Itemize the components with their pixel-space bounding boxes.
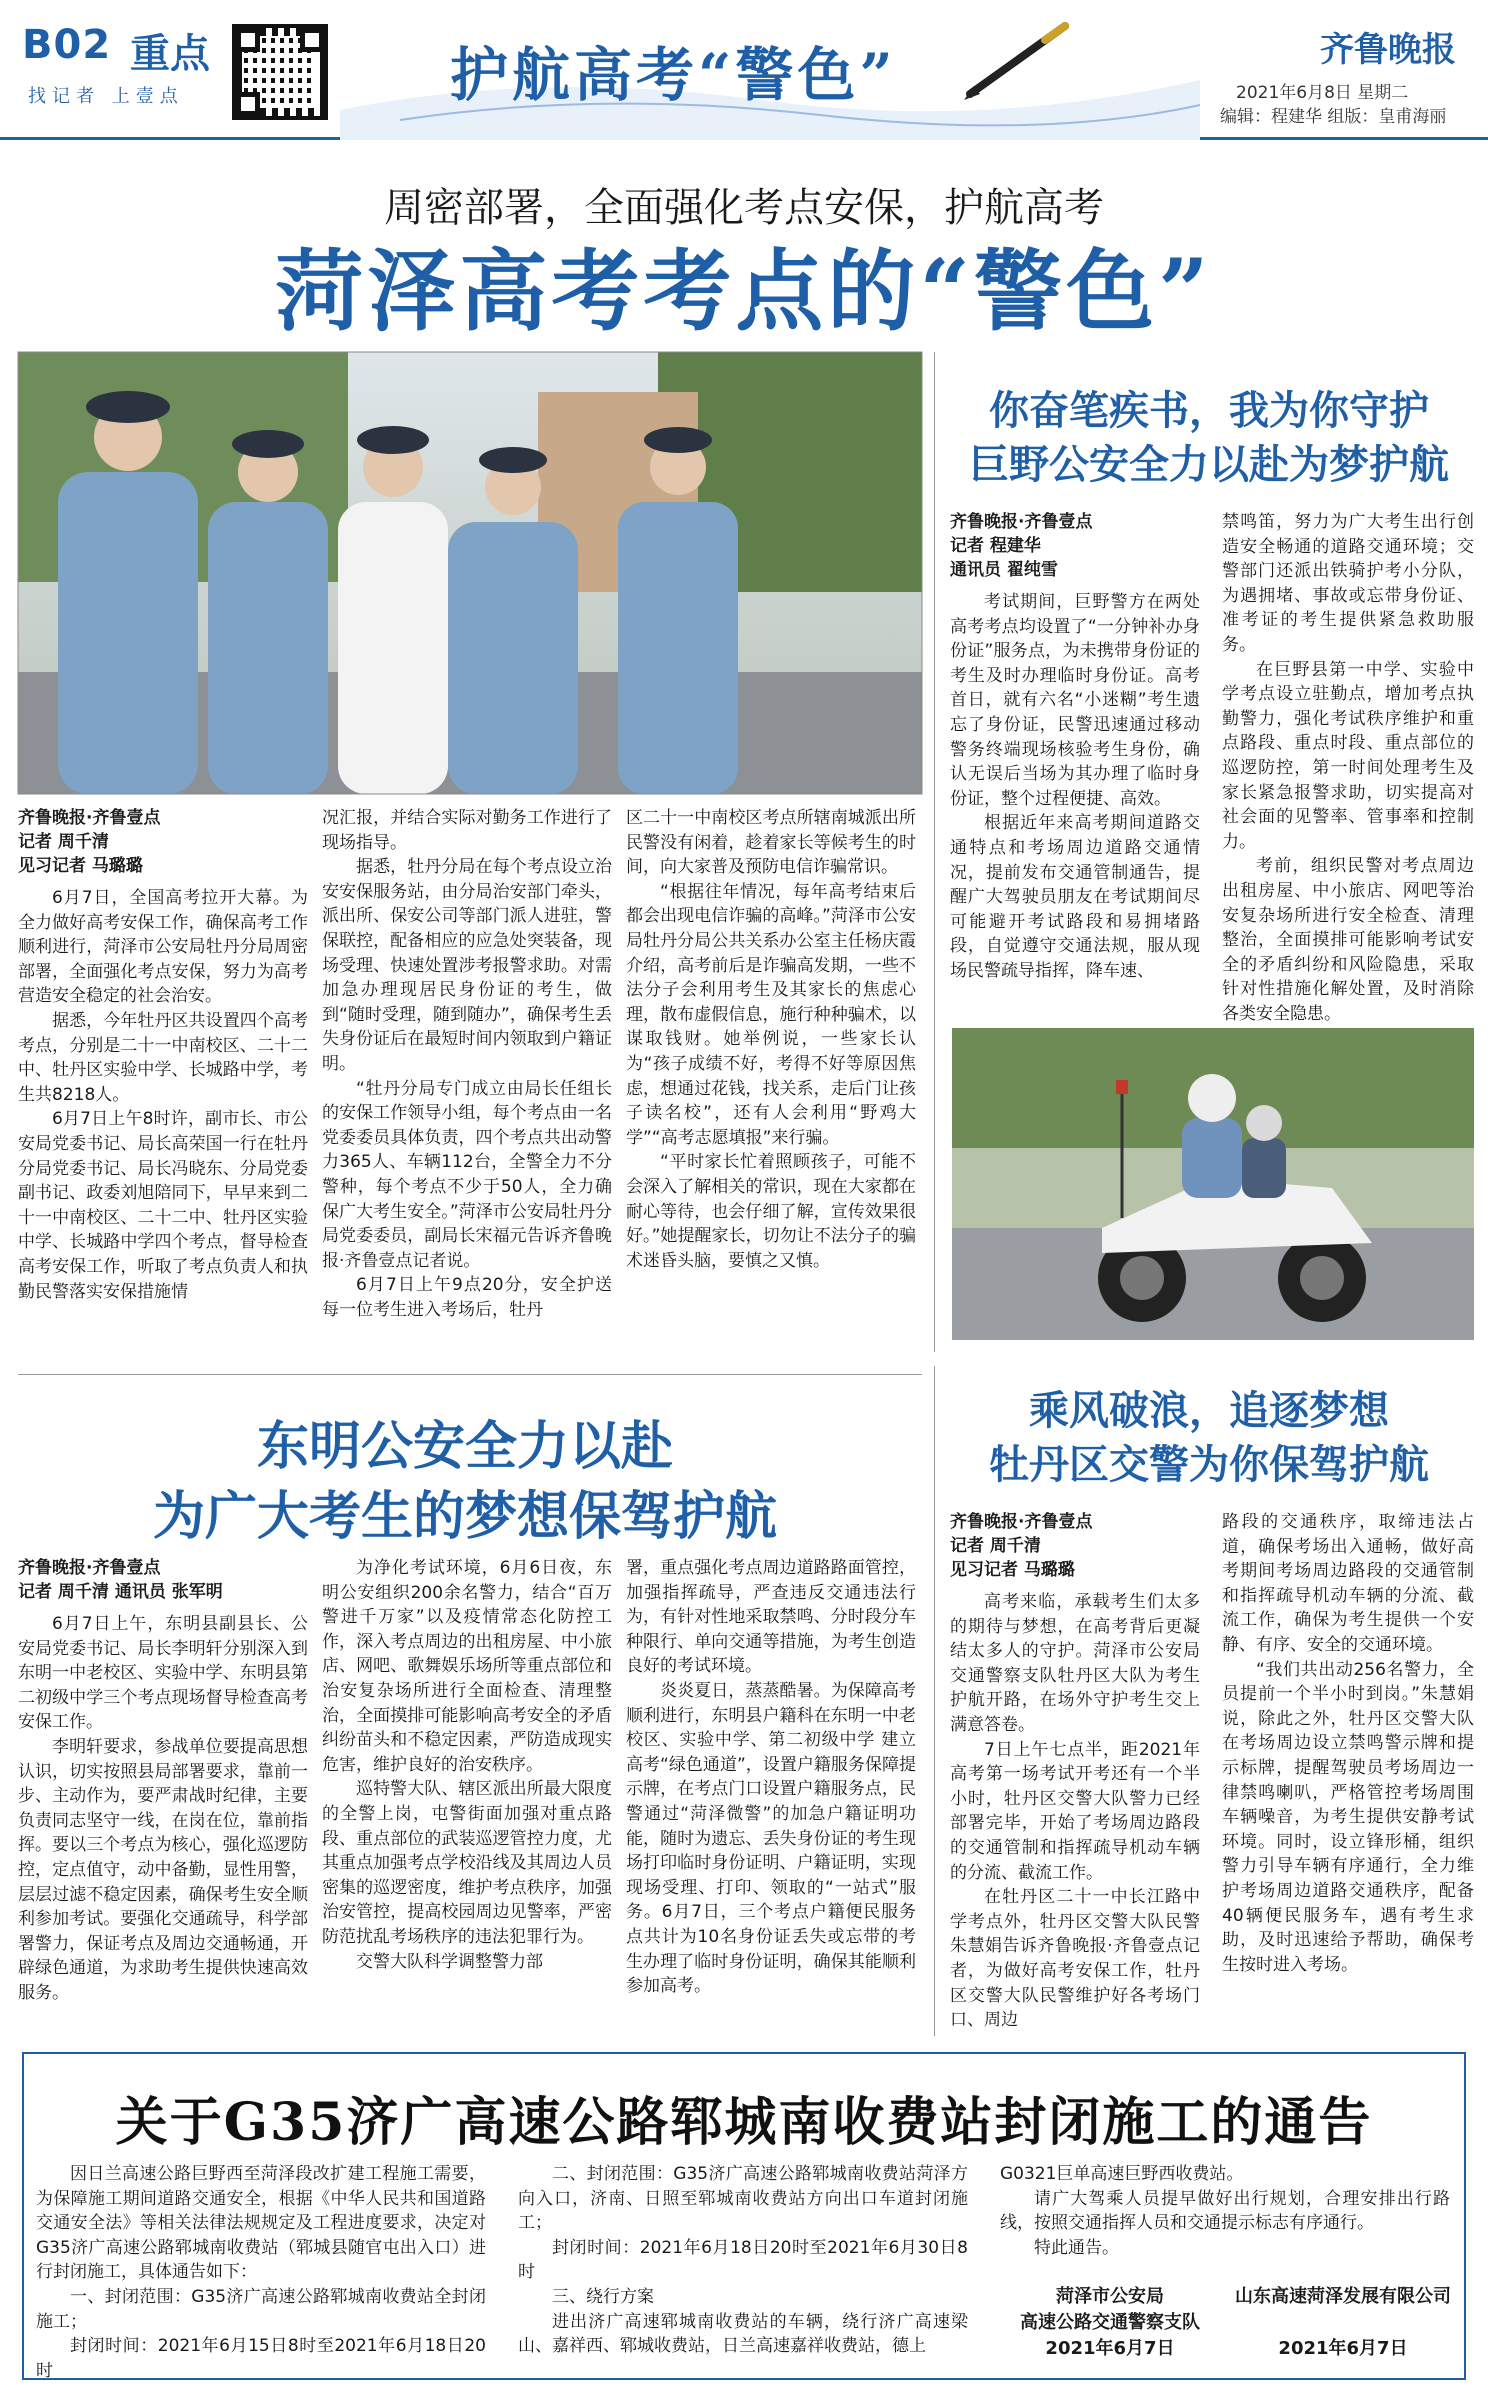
masthead (0, 0, 1488, 140)
paragraph: 6月7日上午8时许，副市长、市公安局党委书记、局长高荣国一行在牡丹分局党委书记、局长冯晓东、分局党委副书记、政委刘旭陪同下，早早来到二十一中南校区、二十二中、牡丹区实验中学、长城路中学四个考点，督导检查高考安保工作，听取了考点负责人和执勤民警落实安保措施情 (18, 1109, 308, 1302)
paragraph: 署，重点强化考点周边道路路面管控，加强指挥疏导，严查违反交通违法行为，有针对性地采取禁鸣、分时段分车种限行、单向交通等措施，为考生创造良好的考试环境。 (626, 1558, 916, 1677)
paragraph: 6月7日上午，东明县副县长、公安局党委书记、局长李明轩分别深入到东明一中老校区、实验中学、东明县第二初级中学三个考点现场督导检查高考安保工作。 (18, 1614, 308, 1733)
traffic-title (944, 1384, 1474, 1492)
paragraph: 进出济广高速郓城南收费站的车辆，绕行济广高速梁山、嘉祥西、郓城收费站，日兰高速嘉祥收费站，德上 (518, 2311, 968, 2357)
juye-title (944, 384, 1474, 492)
lead-column-3 (626, 806, 916, 1356)
paragraph: 在巨野县第一中学、实验中学考点设立驻勤点，增加考点执勤警力，强化考试秩序维护和重点路段、重点时段、重点部位的巡逻防控，第一时间处理考生及家长紧急报警求助，切实提高对社会面的见警率、管事率和控制力。 (1222, 659, 1474, 852)
paragraph: 考前，组织民警对考点周边出租房屋、中小旅店、网吧等治安复杂场所进行安全检查、清理整治，全面摸排可能影响考试安全的矛盾纠纷和风险隐患，采取针对性措施化解处置，及时消除各类安全隐患。 (1222, 856, 1474, 1024)
paragraph: 6月7日上午9点20分，安全护送每一位考生进入考场后，牡丹 (322, 1275, 612, 1320)
section-subtitle: 找记者 上壹点 (28, 86, 184, 107)
paragraph: 巡特警大队、辖区派出所最大限度的全警上岗，屯警街面加强对重点路段、重点部位的武装巡逻管控力度，尤其重点加强考点学校沿线及其周边人员密集的巡逻密度，维护考点秩序，加强治安管控，提高校园周边见警率，严密防范扰乱考场秩序的违法犯罪行为。 (322, 1779, 612, 1947)
police-motorcycle-photo (952, 1028, 1474, 1340)
column-divider (934, 352, 935, 1352)
byline-line: 齐鲁晚报·齐鲁壹点 (950, 1512, 1093, 1532)
title-line: 牡丹区交警为你保驾护航 (989, 1441, 1429, 1488)
paragraph: 李明轩要求，参战单位要提高思想认识，切实按照县局部署要求，靠前一步、主动作为，要严肃战时纪律，主要负责同志坚守一线，在岗在位，靠前指挥。要以三个考点为核心，强化巡逻防控，定点值守，动中备勤，显性用警，层层过滤不稳定因素，确保考生安全顺利参加考试。要强化交通疏导，科学部署警力，保证考点及周边交通畅通，开辟绿色通道，为求助考生提供快速高效服务。 (18, 1736, 308, 2003)
lead-kicker: 周密部署，全面强化考点安保，护航高考 (384, 185, 1104, 231)
paragraph: 考试期间，巨野警方在两处高考考点均设置了“一分钟补办身份证”服务点，为未携带身份证的考生及时办理临时身份证。高考首日，就有六名“小迷糊”考生遗忘了身份证，民警迅速通过移动警务终端现场核验考生身份，确认无误后当场为其办理了临时身份证，整个过程便捷、高效。 (950, 592, 1200, 809)
byline-line: 见习记者 马璐璐 (950, 1560, 1075, 1580)
pen-icon (960, 14, 1080, 104)
traffic-column-2 (1222, 1510, 1474, 2032)
juye-column-2 (1222, 510, 1474, 1024)
dongming-title (30, 1412, 900, 1552)
paragraph: G0321巨单高速巨野西收费站。 (1000, 2164, 1244, 2184)
paragraph: 交警大队科学调整警力部 (356, 1951, 543, 1972)
dongming-column-3 (626, 1556, 916, 2032)
lead-column-1 (18, 886, 308, 1356)
dongming-column-2 (322, 1556, 612, 2032)
section-banner (340, 0, 1200, 140)
lead-column-2 (322, 806, 612, 1356)
notice-title: 关于G35济广高速公路郓城南收费站封闭施工的通告 (115, 2092, 1373, 2153)
paragraph: 三、绕行方案 (552, 2286, 654, 2307)
paragraph: “根据往年情况，每年高考结束后都会出现电信诈骗的高峰。”菏泽市公安局牡丹分局公共关系办公室主任杨庆霞介绍，高考前后是诈骗高发期，一些不法分子会利用考生及其家长的焦虑心理，散布虚假信息，施行种种骗术，以谋取钱财。她举例说，一些家长认为“孩子成绩不好，考得不好等原因焦虑，想通过花钱，找关系，走后门让孩子读名校”，还有人会利用“野鸡大学”“高考志愿填报”来行骗。 (626, 881, 916, 1148)
paragraph: 路段的交通秩序，取缔违法占道，确保考场出入通畅，做好高考期间考场周边路段的交通管制和指挥疏导机动车辆的分流、截流工作，确保为考生提供一个安静、有序、安全的交通环境。 (1222, 1512, 1474, 1655)
paragraph: 区二十一中南校区考点所辖南城派出所民警没有闲着，趁着家长等候考生的时间，向大家普及预防电信诈骗常识。 (626, 808, 916, 878)
byline-line: 见习记者 马璐璐 (18, 856, 143, 876)
paragraph: 请广大驾乘人员提早做好出行规划，合理安排出行路线，按照交通指挥人员和交通提示标志有序通行。 (1000, 2188, 1450, 2234)
column-divider (934, 1366, 935, 2036)
paragraph: 据悉，牡丹分局在每个考点设立治安安保服务站，由分局治安部门牵头，派出所、保安公司等部门派人进驻，警保联控，配备相应的应急处突装备，现场受理、快速处置涉考报警求助。对需加急办理现居民身份证的考生，做到“随时受理，随到随办”，确保考生丢失身份证后在最短时间内领取到户籍证明。 (322, 857, 612, 1074)
paragraph: 况汇报，并结合实际对勤务工作进行了现场指导。 (322, 808, 612, 853)
notice-column-1 (36, 2162, 486, 2381)
paragraph: “平时家长忙着照顾孩子，可能不会深入了解相关的常识，现在大家都在耐心等待，也会仔细了解，宣传效果很好。”她提醒家长，切勿让不法分子的骗术迷昏头脑，要慎之又慎。 (626, 1152, 916, 1271)
lead-headline: 菏泽高考考点的“警色” (275, 239, 1213, 343)
signature-line: 2021年6月7日 (1278, 2338, 1408, 2359)
byline-line: 齐鲁晚报·齐鲁壹点 (18, 808, 161, 828)
issue-date: 2021年6月8日 星期二 (1236, 83, 1409, 103)
dongming-byline (18, 1556, 308, 1604)
notice-signature-company (1228, 2284, 1458, 2362)
qr-code-icon[interactable] (232, 24, 328, 120)
paragraph: 6月7日，全国高考拉开大幕。为全力做好高考安保工作，确保高考工作顺利进行，菏泽市公安局牡丹分局周密部署，全面强化考点安保，努力为高考营造安全稳定的社会治安。 (18, 888, 308, 1007)
traffic-byline (950, 1510, 1200, 1582)
signature-line: 菏泽市公安局 (1056, 2286, 1164, 2307)
title-line: 为广大考生的梦想保驾护航 (152, 1486, 777, 1547)
signature-line: 2021年6月7日 (1045, 2338, 1175, 2359)
signature-line: 高速公路交通警察支队 (1020, 2312, 1200, 2333)
paragraph: 炎炎夏日，蒸蒸酷暑。为保障高考顺利进行，东明县户籍科在东明一中老校区、实验中学、第二初级中学 建立高考“绿色通道”，设置户籍服务保障提示牌，在考点门口设置户籍服务点，民警通过“菏泽微警”的加急户籍证明功能，随时为遗忘、丢失身份证的考生现场打印临时身份证明、户籍证明，实现现场受理、打印、领取的“一站式”服务。6月7日，三个考点户籍便民服务点共计为10名身份证丢失或忘带的考生办理了临时身份证明，确保其能顺利参加高考。 (626, 1680, 916, 1997)
section-divider (18, 1374, 922, 1375)
banner-title: 护航高考“警色” (450, 41, 897, 109)
lead-byline (18, 806, 308, 878)
newspaper-brand: 齐鲁晚报 (1320, 30, 1456, 70)
police-officers-photo (18, 352, 922, 794)
paragraph: 封闭时间：2021年6月15日8时至2021年6月18日20时 (36, 2336, 486, 2381)
paragraph: 二、封闭范围：G35济广高速公路郓城南收费站菏泽方向入口，济南、日照至郓城南收费站方向出口车道封闭施工； (518, 2164, 968, 2234)
byline-line: 齐鲁晚报·齐鲁壹点 (950, 512, 1093, 532)
byline-line: 通讯员 翟纯雪 (950, 560, 1058, 580)
paragraph: “我们共出动256名警力，全员提前一个半小时到岗。”朱慧娟说，除此之外，牡丹区交警大队在考场周边设立禁鸣警示牌和提示标牌，提醒驾驶员考场周边一律禁鸣喇叭，严格管控考场周围车辆噪音，为考生提供安静考试环境。同时，设立锋形桶，组织警力引导车辆有序通行，全力维护考场周边道路交通秩序，配备40辆便民服务车，遇有考生求助，及时迅速给予帮助，确保考生按时进入考场。 (1222, 1659, 1474, 1975)
dongming-column-1 (18, 1612, 308, 2032)
traffic-column-1 (950, 1590, 1200, 2032)
paragraph: 据悉，今年牡丹区共设置四个高考考点，分别是二十一中南校区、二十二中、牡丹区实验中学、长城路中学，考生共8218人。 (18, 1010, 308, 1105)
byline-line: 记者 程建华 (950, 536, 1041, 556)
paragraph: 特此通告。 (1034, 2237, 1119, 2258)
byline-line: 记者 周千清 (18, 832, 109, 852)
paragraph: 在牡丹区二十一中长江路中学考点外，牡丹区交警大队民警朱慧娟告诉齐鲁晚报·齐鲁壹点记者，为做好高考安保工作，牡丹区交警大队民警维护好各考场门口、周边 (950, 1887, 1200, 2031)
paragraph: 根据近年来高考期间道路交通特点和考场周边道路交通情况，提前发布交通管制通告，提醒广大驾驶员朋友在考试期间尽可能避开考试路段和易拥堵路段，自觉遵守交通法规，服从现场民警疏导指挥，降车速、 (950, 813, 1200, 981)
editor-credits: 编辑：程建华 组版：皇甫海丽 (1220, 107, 1447, 127)
paragraph: 禁鸣笛，努力为广大考生出行创造安全畅通的道路交通环境；交警部门还派出铁骑护考小分队，为遇拥堵、事故或忘带身份证、准考证的考生提供紧急救助服务。 (1222, 512, 1474, 655)
paragraph: 一、封闭范围：G35济广高速公路郓城南收费站全封闭施工； (36, 2286, 486, 2332)
signature-line: 山东高速菏泽发展有限公司 (1235, 2286, 1451, 2307)
notice-column-2 (518, 2162, 968, 2372)
juye-column-1 (950, 590, 1200, 1010)
section-name: 重点 (130, 31, 210, 77)
paragraph: 因日兰高速公路巨野西至菏泽段改扩建工程施工需要，为保障施工期间道路交通安全，根据《中华人民共和国道路交通安全法》等相关法律法规规定及工程进度要求，决定对G35济广高速公路郓城南收费站（郓城县随官屯出入口）进行封闭施工，具体通告如下： (36, 2164, 486, 2283)
title-line: 东明公安全力以赴 (256, 1416, 673, 1477)
byline-line: 记者 周千清 (950, 1536, 1041, 1556)
title-line: 你奋笔疾书，我为你守护 (989, 387, 1429, 434)
byline-line: 记者 周千清 通讯员 张军明 (18, 1582, 223, 1602)
paragraph: 高考来临，承载考生们太多的期待与梦想，在高考背后更凝结太多人的守护。菏泽市公安局交通警察支队牡丹区大队为考生护航开路，在场外守护考生交上满意答卷。 (950, 1592, 1200, 1735)
paragraph: 7日上午七点半，距2021年高考第一场考试开考还有一个半小时，牡丹区交警大队警力已经部署完毕，开始了考场周边路段的交通管制和指挥疏导机动车辆的分流、截流工作。 (950, 1739, 1200, 1883)
page-number: B02 (22, 22, 112, 68)
title-line: 巨野公安全力以赴为梦护航 (969, 441, 1449, 488)
notice-signature-police (1000, 2284, 1220, 2362)
byline-line: 齐鲁晚报·齐鲁壹点 (18, 1558, 161, 1578)
paragraph: “牡丹分局专门成立由局长任组长的安保工作领导小组，每个考点由一名党委委员具体负责，四个考点共出动警力365人、车辆112台，全警全力不分警种，每个考点不少于50人，全力确保广大考生安全。”菏泽市公安局牡丹分局党委委员，副局长宋福元告诉齐鲁晚报·齐鲁壹点记者说。 (322, 1078, 612, 1271)
paragraph: 封闭时间：2021年6月18日20时至2021年6月30日8时 (518, 2237, 968, 2283)
juye-byline (950, 510, 1200, 582)
notice-column-3 (1000, 2162, 1450, 2272)
title-line: 乘风破浪，追逐梦想 (1029, 1387, 1389, 1434)
paragraph: 为净化考试环境，6月6日夜，东明公安组织200余名警力，结合“百万警进千万家”以及疫情常态化防控工作，深入考点周边的出租房屋、中小旅店、网吧、歌舞娱乐场所等重点部位和治安复杂场所进行全面检查、清理整治，全面摸排可能影响高考安全的矛盾纠纷苗头和不稳定因素，严防造成现实危害，维护良好的治安秩序。 (322, 1558, 612, 1775)
